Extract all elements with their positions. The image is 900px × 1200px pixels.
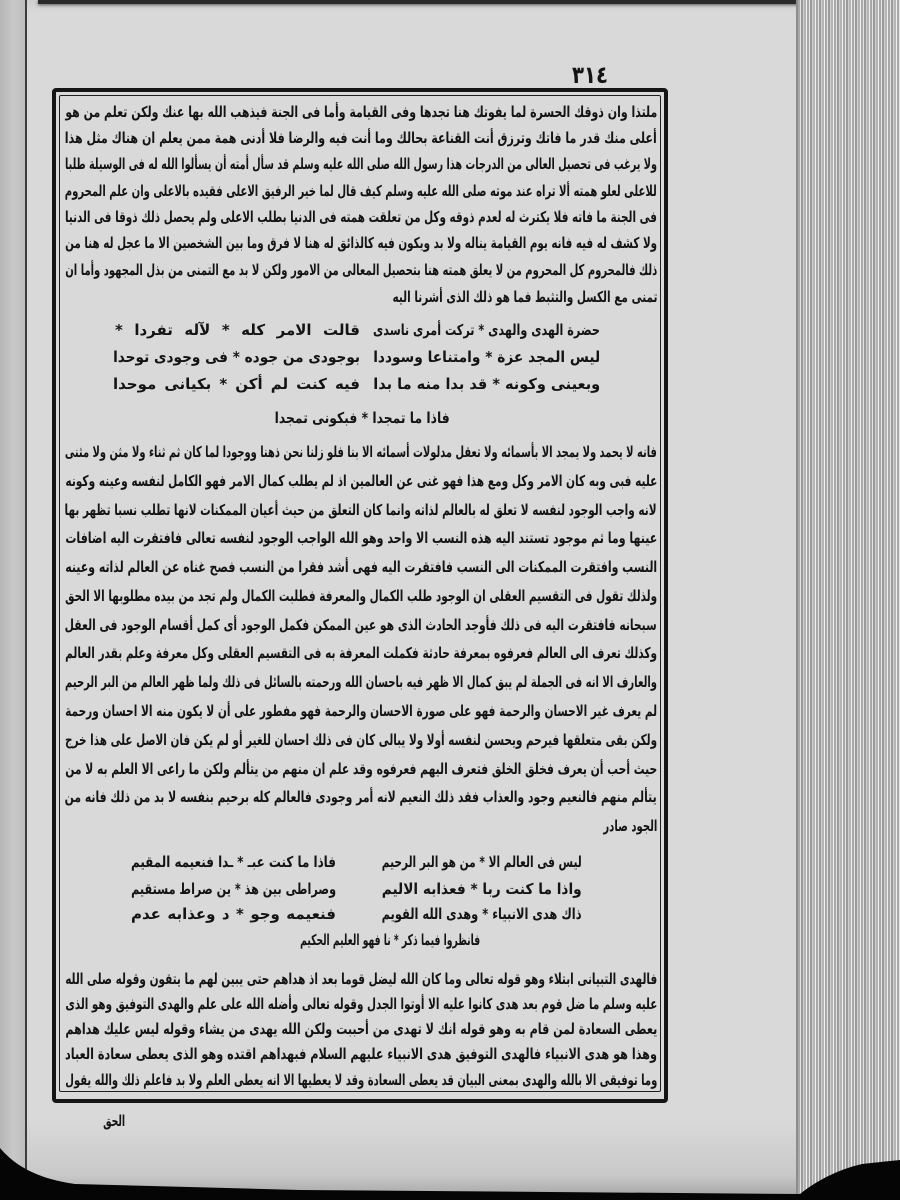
text-line: أعلى منك قدر ما فاتك وترزق أنت القناعة بحالك وما أنت فيه والرضا فلا أدنى همة ممن يعلم ان هناك مثل هذا <box>65 129 657 147</box>
text-line: ولذلك تقول فى التقسيم العقلى ان الوجود طلب الكمال والمعرفة فطلبت الكمال ولم تجد من بيده مطلوبها الا الحق <box>65 587 657 605</box>
page-number: ٣١٤ <box>572 61 608 89</box>
text-line: عينها وما ثم موجود تستند اليه هذه النسب الا واحد وهو الله الواجب الوجود لنفسه تعالى فافتقرت اليه اضافات <box>65 529 657 547</box>
poem-hemistich-right: ليس المجد عزة * وامتناعا وسوددا <box>373 348 600 366</box>
text-line: فالهدى التبيانى ابتلاء وهو قوله تعالى وما كان الله ليضل قوما بعد اذ هداهم حتى يبين لهم ما يتقون وقوله صلى الله <box>65 970 657 988</box>
text-line-short: الجود صادر <box>603 817 657 835</box>
text-line: وكذلك تعرف الى العالم فعرفوه بمعرفة حادثة فكملت المعرفة به فى التقسيم العقلى وكل معرفة وعلم بقدر العالم <box>65 644 657 662</box>
poem-hemistich-left: بوجودى من جوده * فى وجودى توحدا <box>113 348 360 366</box>
text-line: للاعلى لعلو همته ألا تراه عند موته صلى الله عليه وسلم كيف قال لما خير الرفيق الاعلى فقيده بالاعلى وان علم المحروم <box>65 182 657 200</box>
text-line: عليه فبى وبه كان الامر وكل ومع هذا فهو غنى عن العالمين اذ لم يطلب كمال الامر فهو الكامل لنفسه وعينه وكونه <box>65 472 657 490</box>
poem-hemistich-left: قالت الامر كله * لآله تفردا * <box>115 321 360 339</box>
text-line: يتألم منهم فالنعيم وجود والعذاب فقد ذلك النعيم لانه أمر وجودى فالعالم كله برحيم بنفسه لا بد من ذلك فانه من <box>65 788 657 806</box>
text-line: فى الجنة ما فاته فلا يكترث له لعدم ذوقه وكل من تعلقت همته فى الدنيا بطلب الاعلى ولم يحصل ذلك ذوقا فى الدنيا <box>65 208 657 226</box>
text-line: ولا يرغب فى تحصيل العالى من الدرجات هذا رسول الله صلى الله عليه وسلم قد سأل أمته أن يسألوا الله له فى الوسيلة طلبا <box>65 155 657 173</box>
catchword: الحق <box>103 1112 125 1130</box>
poem-hemistich-left: فيه كنت لم أكن * بكيانى موحدا <box>113 375 360 393</box>
text-line: ذلك فالمحروم كل المحروم من لا يعلق همته هنا بتحصيل المعالى من الامور ولكن لا بد مع التمنى من بذل المجهود وأما ان <box>65 261 657 279</box>
text-line: يعطى السعادة لمن قام به وهو قوله انك لا تهدى من أحببت ولكن الله يهدى من يشاء وقوله ليس عليك هداهم <box>65 1020 657 1038</box>
text-line-short: تمنى مع الكسل والتثبط فما هو ذلك الذى أشرنا اليه <box>392 288 657 306</box>
text-line: لانه واجب الوجود لنفسه لا تعلق له بالعالم لذاته وانما كان التعلق من حيث أعيان الممكنات لانها تطلب نسبا تظهر بها <box>65 501 657 519</box>
poem-hemistich-left: وصراطى بين هذ * ين صراط مستقيم <box>131 880 336 898</box>
text-line: لم يعرف غير الاحسان والرحمة فهو على صورة الاحسان والرحمة فهو مفطور على أن لا يكون منه الا احسان ورحمة <box>65 702 657 720</box>
poem-hemistich-left: فاذا ما كنت عبـ * ـدا فنعيمه المقيم <box>131 853 336 871</box>
poem-hemistich-left: فنعيمه وجو * د وعذابه عدم <box>131 905 336 923</box>
text-line: فانه لا يحمد ولا يمجد الا بأسمائه ولا تعقل مدلولات أسمائه الا بنا فلو زلنا نحن ذهنا ووجودا لما كان ثم ثناء ولا مثن ولا مثنى <box>65 443 657 461</box>
poem-final-verse: فانظروا فيما ذكر * نا فهو العليم الحكيم <box>300 931 480 949</box>
text-line: والعارف الا انه فى الجملة لم يبق كمال الا ظهر فيه باحسان الله ورحمته بالسائل فى ذلك ولما ظهر العالم من البر الرحيم <box>65 673 657 691</box>
text-line: سبحانه فافتقرت اليه فى ذلك فأوجد الحادث الذى هو عين الممكن فكمل الوجود أى كمل أقسام الوجود فى العقل <box>65 616 657 634</box>
poem-hemistich-right: ذاك هدى الانبياء * وهدى الله القويم <box>382 905 582 923</box>
text-line: عليه وسلم ما ضل قوم بعد هدى كانوا عليه الا أوتوا الجدل وقوله تعالى وأضله الله على علم والهدى التوفيق وهو الذى <box>65 995 657 1013</box>
poem-hemistich-right: واذا ما كنت ربا * فعذابه الاليم <box>382 880 582 898</box>
poem-hemistich-right: حضرة الهدى والهدى * تركت أمرى ناسدى <box>373 321 600 339</box>
text-line: ملتذا وان ذوقك الحسرة لما يفوتك هنا تجدها وفى القيامة وأما فى الجنة فيذهب الله بها عنك ولكن تعلم من هو <box>65 103 657 121</box>
text-line: ولا كشف له فيه فانه يوم القيامة يناله ولا بد ويكون فيه كالذائق له هنا لا فرق وما بين الشخصين الا ما عجل له هنا من <box>65 234 657 252</box>
text-line: وما توفيقى الا بالله والهدى بمعنى البيان قد يعطى السعادة وقد لا يعطيها الا انه يعطى العلم ولا بد فاعلم ذلك والله يقول <box>65 1071 657 1089</box>
text-line: ولكن بقى متعلقها فيرحم ويحسن لنفسه أولا ولا يبالى كان فى ذلك احسان للغير أو لم يكن فان الاصل على هذا خرج <box>65 731 657 749</box>
text-line: وهذا هو هدى الانبياء فالهدى التوفيق هدى الانبياء عليهم السلام فبهداهم اقتده وهو الذى يعطى سعادة العباد <box>65 1045 657 1063</box>
poem-final-verse: فاذا ما تمجدا * فبكونى تمجدا <box>275 409 450 427</box>
text-line: النسب وافتقرت الممكنات الى النسب فافتقرت اليه فهى أشد فقرا من النسب فصح غناه عن العالم لذاته وعينه <box>65 558 657 576</box>
text-line: حيث أحب أن يعرف فخلق الخلق فتعرف اليهم فعرفوه وقد علم ان منهم من يتألم ولكن ما راعى الا العلم به لا من <box>65 760 657 778</box>
poem-hemistich-right: ليس فى العالم الا * من هو البر الرحيم <box>382 853 582 871</box>
poem-hemistich-right: وبعينى وكونه * قد بدا منه ما بدا <box>373 375 600 393</box>
